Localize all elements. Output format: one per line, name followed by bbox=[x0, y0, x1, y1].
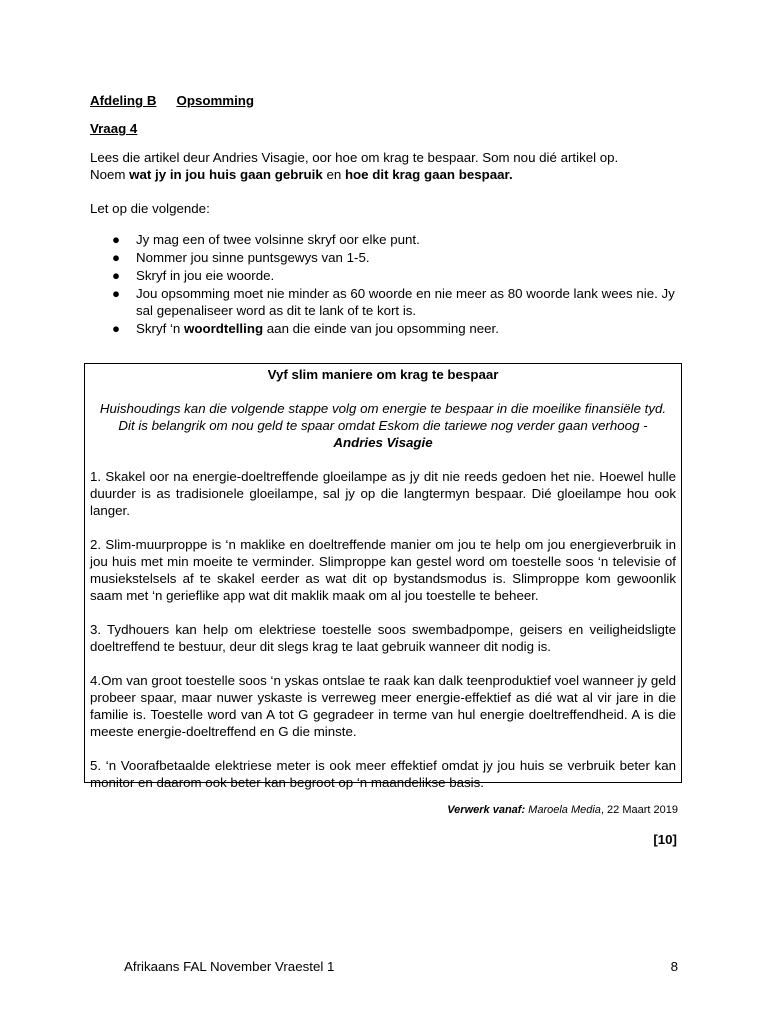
article-lead bbox=[90, 400, 676, 451]
instruction-line-1: Lees die artikel deur Andries Visagie, oor hoe om krag te bespaar. Som nou dié artikel op. bbox=[90, 150, 619, 165]
footer-paper-title: Afrikaans FAL November Vraestel 1 bbox=[124, 959, 335, 974]
article-paragraph-3: 3. Tydhouers kan help om elektriese toestelle soos swembadpompe, geisers en veiligheidsligte doeltreffend te bestuur, deur dit slegs krag te laat gebruik wanneer dit nodig is. bbox=[90, 622, 676, 654]
list-item-text: aan die einde van jou opsomming neer. bbox=[263, 321, 499, 336]
list-item-text: Jou opsomming moet nie minder as 60 woorde en nie meer as 80 woorde lank wees nie. Jy sal gepenaliseer word as dit te lank of te kort is. bbox=[136, 286, 675, 318]
bullet-icon: ● bbox=[112, 268, 121, 283]
list-item-text: Skryf in jou eie woorde. bbox=[136, 268, 275, 283]
article-paragraph-5: 5. ‘n Voorafbetaalde elektriese meter is ook meer effektief omdat jy jou huis se verbruik beter kan monitor en daarom ook beter kan begroot op ‘n maandelikse basis. bbox=[90, 758, 676, 790]
article-box bbox=[84, 363, 682, 790]
list-item-text: Jy mag een of twee volsinne skryf oor elke punt. bbox=[136, 232, 420, 247]
list-item-emphasis: woordtelling bbox=[184, 321, 264, 336]
instructions bbox=[90, 149, 690, 183]
list-item bbox=[90, 267, 690, 284]
article-title: Vyf slim maniere om krag te bespaar bbox=[267, 367, 499, 382]
article-paragraph-4: 4.Om van groot toestelle soos ‘n yskas ontslae te raak kan dalk teenproduktief voel wanneer jy geld probeer spaar, maar nuwer yskaste is verreweg meer energie-effektief as dié wat al vir jare in die familie is. Toestelle word van A tot G gegradeer in terme van hul energie doeltreffendheid. A is die meeste energie-doeltreffend en G die minste. bbox=[90, 673, 676, 739]
article-paragraph-1: 1. Skakel oor na energie-doeltreffende gloeilampe as jy dit nie reeds gedoen het nie. Hoewel hulle duurder is as tradisionele gloeilampe, sal jy op die langtermyn bespaar. Dié gloeilampe hou ook langer. bbox=[90, 469, 676, 518]
footer-page-number: 8 bbox=[670, 959, 678, 974]
instruction-text: en bbox=[322, 167, 345, 182]
bullet-icon: ● bbox=[112, 250, 121, 265]
source-label: Verwerk vanaf: bbox=[447, 804, 526, 816]
source-credit bbox=[447, 802, 678, 819]
instruction-list bbox=[90, 231, 690, 338]
source-date: , 22 Maart 2019 bbox=[600, 804, 678, 816]
instruction-emphasis-2: hoe dit krag gaan bespaar. bbox=[344, 167, 513, 182]
section-heading bbox=[90, 92, 254, 109]
note-text: Let op die volgende: bbox=[90, 201, 210, 216]
bullet-icon: ● bbox=[112, 232, 121, 247]
list-item-text: Skryf ‘n bbox=[136, 321, 185, 336]
bullet-icon: ● bbox=[112, 286, 121, 301]
instruction-text: Noem bbox=[90, 167, 130, 182]
article-lead-text: Huishoudings kan die volgende stappe volg om energie te bespaar in die moeilike finansiële tyd. Dit is belangrik om nou geld te spaar omdat Eskom die tariewe nog verder gaan verhoog - bbox=[99, 401, 667, 433]
source-publication: Maroela Media bbox=[528, 804, 601, 816]
list-item bbox=[90, 231, 690, 248]
section-topic: Opsomming bbox=[176, 93, 255, 108]
instruction-line-2 bbox=[90, 166, 690, 183]
marks-total: [10] bbox=[653, 832, 677, 847]
bullet-icon: ● bbox=[112, 321, 121, 336]
list-item bbox=[90, 320, 690, 337]
instruction-emphasis-1: wat jy in jou huis gaan gebruik bbox=[129, 167, 323, 182]
list-item-text: Nommer jou sinne puntsgewys van 1-5. bbox=[136, 250, 370, 265]
section-label: Afdeling B bbox=[90, 93, 157, 108]
article-paragraph-2: 2. Slim-muurproppe is ‘n maklike en doeltreffende manier om jou te help om jou energieverbruik in jou huis met min moeite te verminder. Slimproppe kan gestel word om toestelle soos ‘n televisie of musiekstelsels af te skakel eerder as wat dit op bystandsmodus is. Slimproppe kom gewoonlik saam met ‘n gerieflike app wat dit maklik maak om al jou toestelle te beheer. bbox=[90, 537, 676, 603]
question-heading: Vraag 4 bbox=[90, 121, 138, 136]
list-item bbox=[90, 285, 690, 319]
article-author: Andries Visagie bbox=[333, 435, 433, 450]
list-item bbox=[90, 249, 690, 266]
